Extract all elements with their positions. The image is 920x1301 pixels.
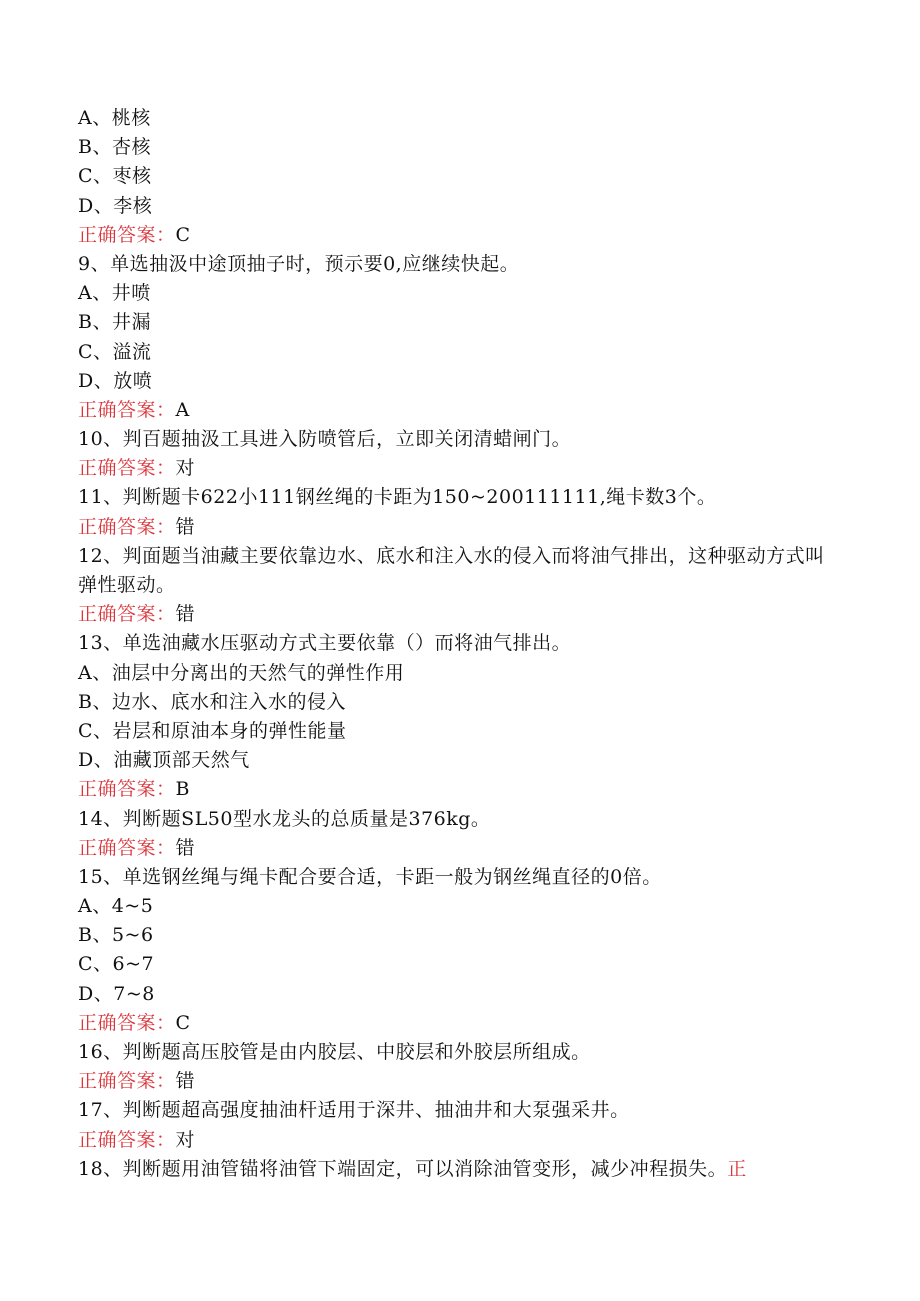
answer-line [78,1009,838,1038]
question-line: 11、判断题卡622小111钢丝绳的卡距为150~200111111,绳卡数3个。 [78,486,717,509]
answer-label: 正确答案： [78,1011,176,1034]
option-line: B、边水、底水和注入水的侵入 [78,690,346,713]
answer-value: 错 [175,603,196,626]
answer-line [78,1067,838,1096]
option-line: A、桃核 [78,107,151,129]
question-line [78,1155,838,1184]
answer-value: B [175,778,190,801]
answer-value: C [175,1011,191,1034]
option-line: D、放喷 [78,369,153,392]
answer-label: 正确答案： [78,457,176,480]
answer-line [78,775,838,804]
option-line: A、油层中分离出的天然气的弹性作用 [78,661,405,684]
answer-line [78,600,838,629]
answer-value: C [175,223,191,246]
answer-value: A [175,398,190,421]
question-line: 12、判面题当油藏主要依靠边水、底水和注入水的侵入而将油气排出，这种驱动方式叫弹性驱动。 [78,544,825,597]
option-line: D、油藏顶部天然气 [78,749,250,772]
answer-line [78,396,838,425]
answer-label: 正确答案： [78,836,176,859]
option-line: B、杏核 [78,136,151,159]
question-line: 16、判断题高压胶管是由内胶层、中胶层和外胶层所组成。 [78,1041,591,1064]
answer-label: 正确答案： [78,603,176,626]
question-line: 14、判断题SL50型水龙头的总质量是376kg。 [78,807,491,830]
answer-value: 对 [175,457,196,480]
answer-value: 错 [175,836,196,859]
option-line: C、6~7 [78,953,155,976]
option-line: A、井喷 [78,282,151,305]
answer-line [78,834,838,863]
answer-value: 对 [175,1128,196,1151]
answer-line [78,1126,838,1155]
answer-label: 正确答案： [78,398,176,421]
option-line: D、李核 [78,194,153,217]
answer-label: 正确答案： [78,1070,176,1093]
option-line: D、7~8 [78,982,155,1005]
answer-line [78,454,838,483]
question-line: 17、判断题超高强度抽油杆适用于深井、抽油井和大泵强采井。 [78,1099,630,1122]
option-line: B、井漏 [78,311,151,334]
answer-label: 正确答案： [78,515,176,538]
option-line: C、溢流 [78,340,152,363]
option-line: A、4~5 [78,895,154,918]
question-line: 15、单选钢丝绳与绳卡配合要合适，卡距一般为钢丝绳直径的0倍。 [78,865,662,888]
option-line: C、枣核 [78,165,152,188]
answer-label: 正确答案： [78,778,176,801]
answer-line [78,513,838,542]
option-line: B、5~6 [78,924,154,947]
document-page [78,104,838,1184]
answer-label: 正确答案： [78,223,176,246]
question-line: 13、单选油藏水压驱动方式主要依靠（）而将油气排出。 [78,632,572,655]
answer-value: 错 [175,1070,196,1093]
option-line: C、岩层和原油本身的弹性能量 [78,719,347,742]
answer-line [78,221,838,250]
question-line: 9、单选抽汲中途顶抽子时，预示要0,应继续快起。 [78,252,520,275]
answer-value: 错 [175,515,196,538]
question-line: 10、判百题抽汲工具进入防喷管后，立即关闭清蜡闸门。 [78,428,572,451]
question-text: 18、判断题用油管锚将油管下端固定，可以消除油管变形，减少冲程损失。 [78,1157,728,1180]
answer-label: 正确答案： [78,1128,176,1151]
answer-label-fragment: 正 [727,1157,747,1180]
